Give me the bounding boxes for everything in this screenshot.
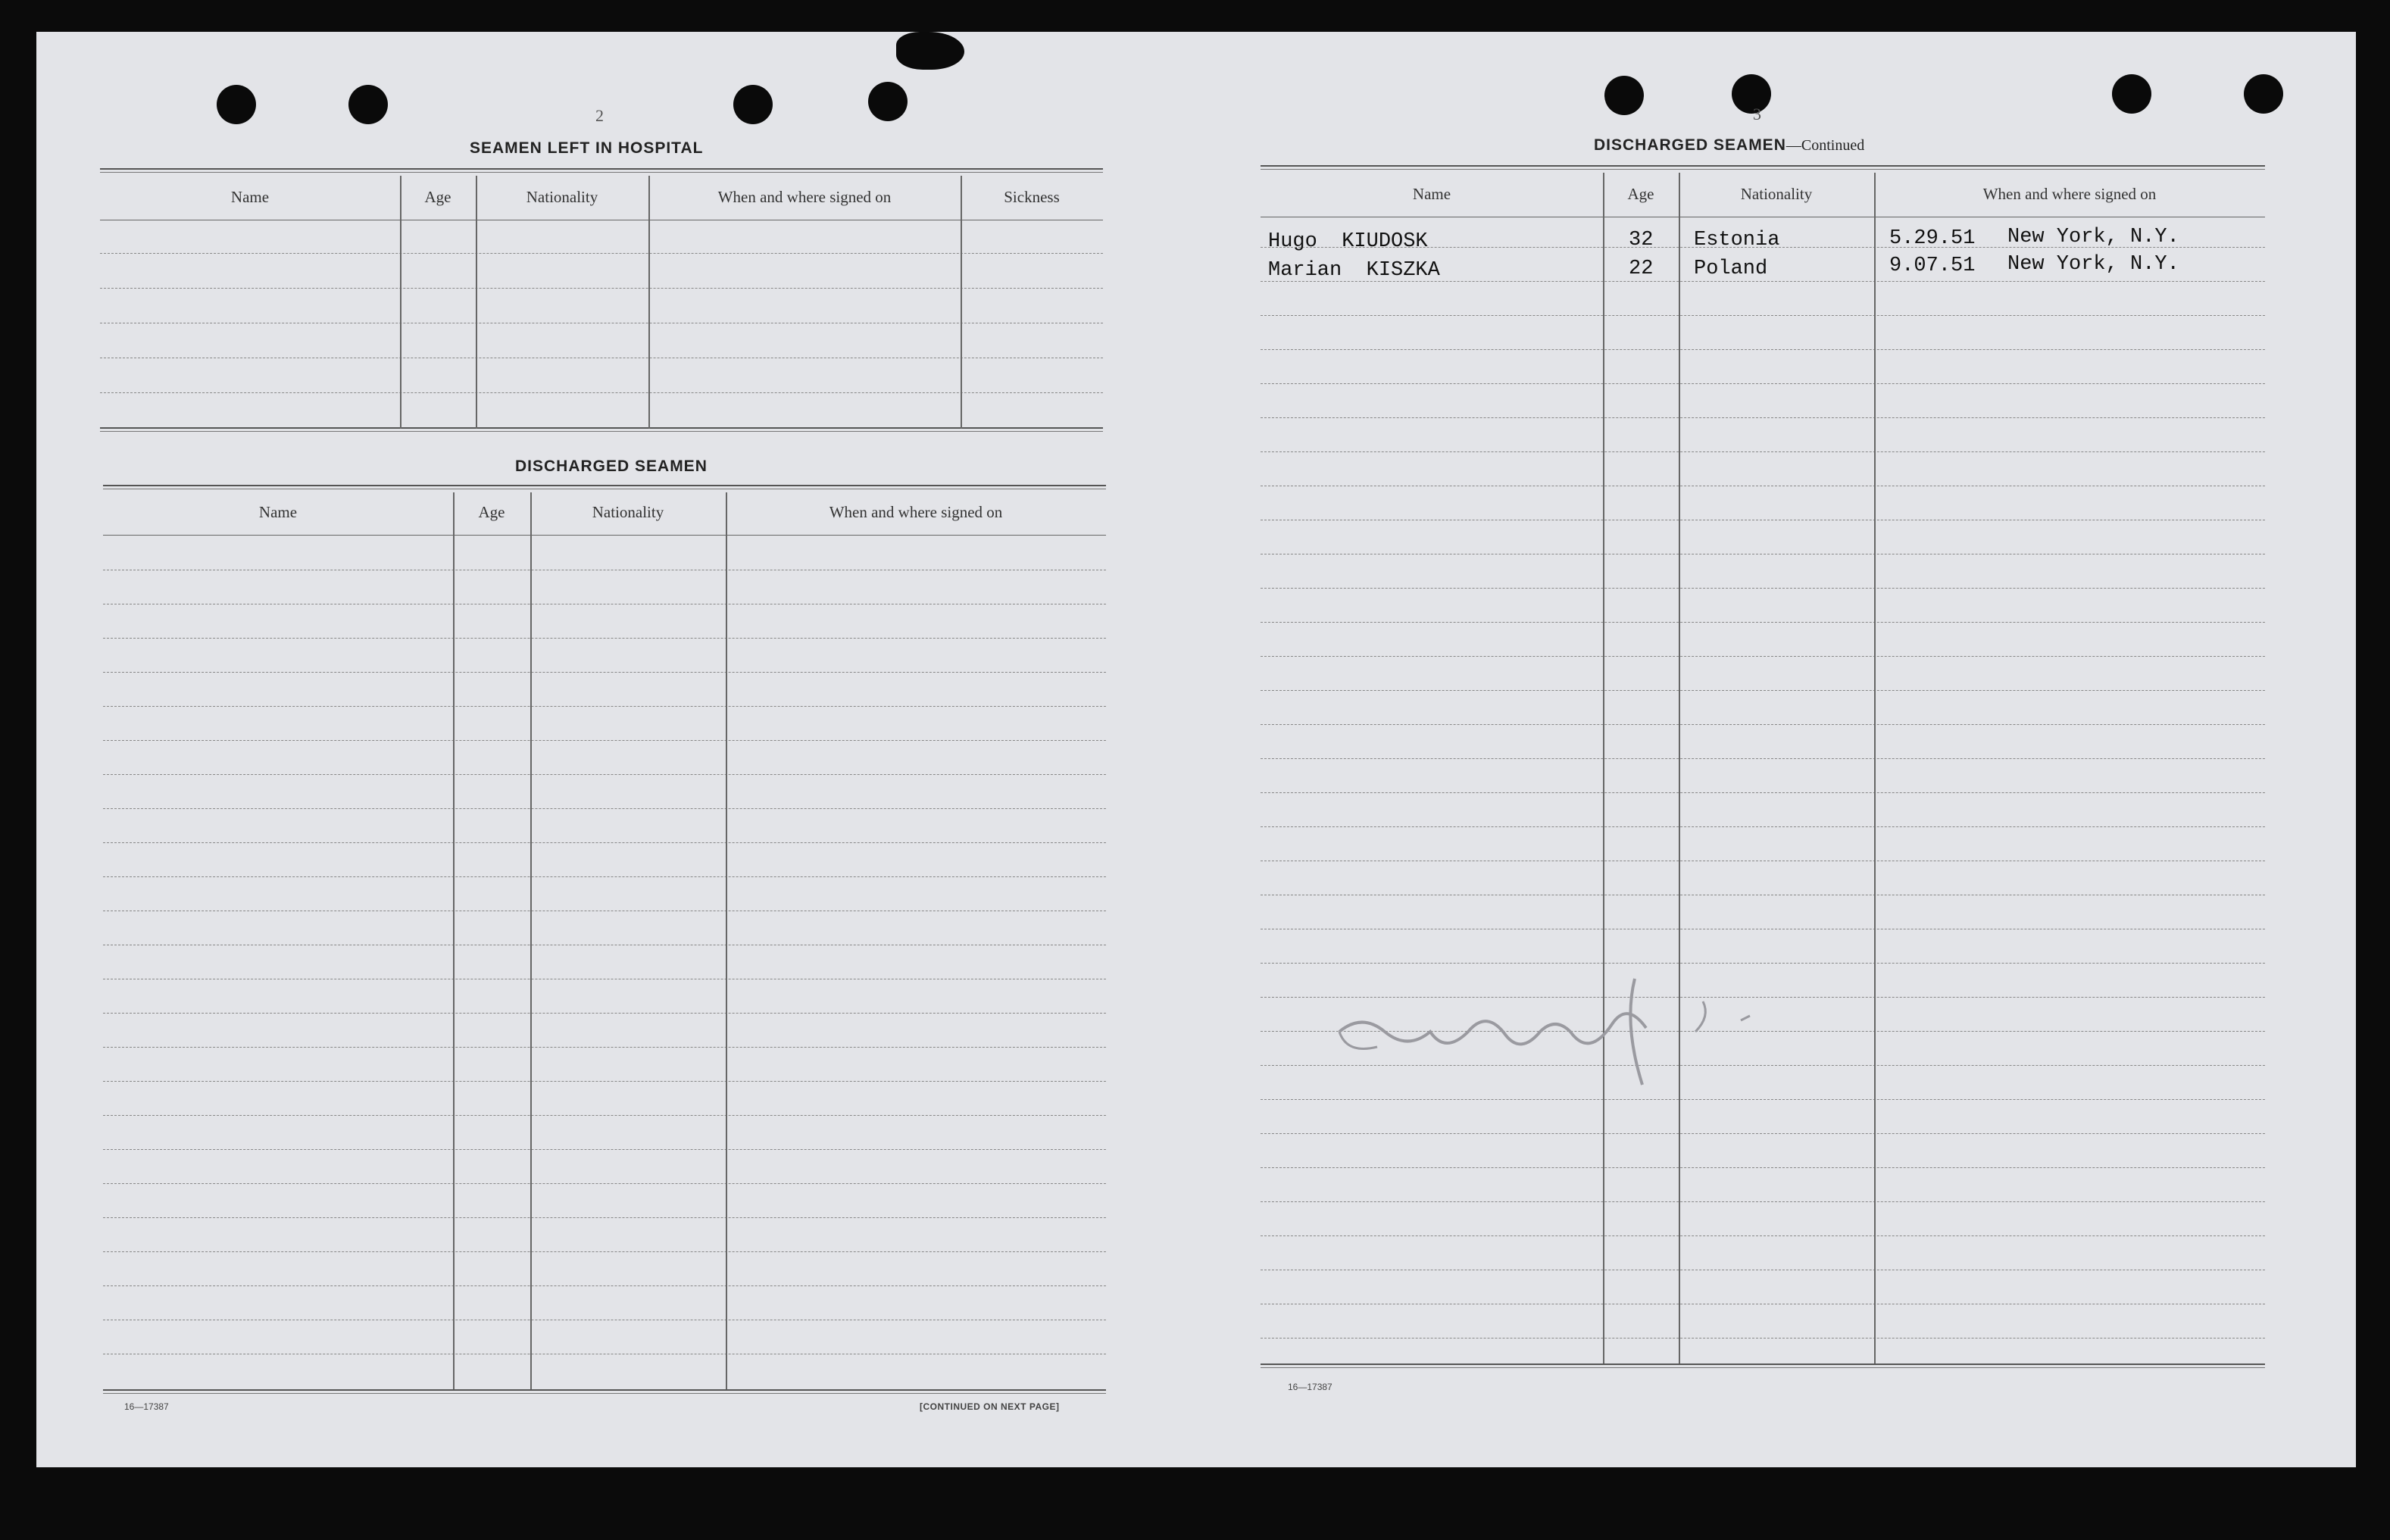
- discharged-col-age: Age: [478, 503, 505, 521]
- punch-hole: [733, 85, 773, 124]
- ruled-line: [103, 1251, 1106, 1252]
- ruled-line: [103, 706, 1106, 707]
- discharged-table-top: [103, 485, 1106, 489]
- ruled-line: [103, 876, 1106, 877]
- row-1-date: 5.29.51: [1889, 227, 1976, 250]
- ruled-line: [103, 1047, 1106, 1048]
- row-2-date: 9.07.51: [1889, 255, 1976, 277]
- continued-note: [CONTINUED ON NEXT PAGE]: [920, 1401, 1060, 1412]
- row-2-nationality: Poland: [1694, 258, 1768, 280]
- discharged-header-rule: [103, 535, 1106, 536]
- row-1-age: 32: [1629, 229, 1654, 251]
- ruled-line: [1261, 383, 2265, 384]
- ruled-line: [1261, 758, 2265, 759]
- hospital-col-signed-on: When and where signed on: [717, 188, 892, 206]
- ruled-line: [1261, 1167, 2265, 1168]
- discharged-col-nationality: Nationality: [592, 503, 664, 521]
- right-table-bottom: [1261, 1364, 2265, 1368]
- ruled-line: [103, 1013, 1106, 1014]
- ruled-line: [1261, 1338, 2265, 1339]
- right-col-age: Age: [1627, 185, 1654, 203]
- ruled-line: [1261, 1201, 2265, 1202]
- ruled-line: [103, 638, 1106, 639]
- discharged-col-signed-on: When and where signed on: [829, 503, 1003, 521]
- ruled-line: [103, 1285, 1106, 1286]
- title-main: DISCHARGED SEAMEN: [1594, 136, 1786, 154]
- form-number-right: 16—17387: [1288, 1382, 1332, 1392]
- ruled-line: [1261, 1235, 2265, 1236]
- ruled-line: [103, 774, 1106, 775]
- form-number-left: 16—17387: [124, 1401, 169, 1412]
- ruled-line: [103, 842, 1106, 843]
- ruled-line: [103, 1183, 1106, 1184]
- ruled-line: [1261, 792, 2265, 793]
- hospital-col-nationality: Nationality: [526, 188, 598, 206]
- row-2-age: 22: [1629, 258, 1654, 280]
- hospital-col-sickness: Sickness: [1004, 188, 1060, 206]
- row-1-name: Hugo KIUDOSK: [1268, 230, 1428, 253]
- ruled-line: [1261, 622, 2265, 623]
- right-col-name: Name: [1412, 185, 1451, 203]
- discharged-table-bottom: [103, 1389, 1106, 1394]
- discharged-col-name: Name: [258, 503, 298, 521]
- row-1-place: New York, N.Y.: [2007, 226, 2179, 248]
- punch-hole: [1604, 76, 1644, 115]
- hospital-col-age: Age: [424, 188, 451, 206]
- hospital-table-top: [100, 168, 1103, 173]
- ruled-line: [103, 1217, 1106, 1218]
- hospital-section-title: SEAMEN LEFT IN HOSPITAL: [470, 139, 704, 157]
- row-1-nationality: Estonia: [1694, 229, 1780, 251]
- hospital-table-bottom: [100, 427, 1103, 432]
- discharged-section-title: DISCHARGED SEAMEN: [515, 458, 708, 475]
- ruled-line: [1261, 349, 2265, 350]
- right-col-signed-on: When and where signed on: [1982, 185, 2157, 203]
- punch-hole: [1732, 74, 1771, 114]
- punch-hole: [868, 82, 908, 121]
- ruled-line: [103, 740, 1106, 741]
- punch-hole: [2244, 74, 2283, 114]
- ruled-line: [1261, 588, 2265, 589]
- punch-hole: [217, 85, 256, 124]
- ruled-line: [103, 1081, 1106, 1082]
- ruled-line: [1261, 417, 2265, 418]
- hospital-col-name: Name: [230, 188, 270, 206]
- ruled-line: [1261, 826, 2265, 827]
- document-sheet: [36, 32, 2356, 1467]
- page-number-right: 3: [1753, 105, 1761, 123]
- ruled-line: [103, 1115, 1106, 1116]
- ruled-line: [103, 808, 1106, 809]
- punch-hole: [2112, 74, 2151, 114]
- ruled-line: [1261, 1133, 2265, 1134]
- bleed-through-signature: [1309, 948, 1779, 1100]
- torn-edge: [896, 32, 964, 70]
- right-col-nationality: Nationality: [1740, 185, 1813, 203]
- page-number-left: 2: [595, 106, 604, 125]
- discharged-continued-title: [1594, 136, 1864, 155]
- ruled-line: [1261, 315, 2265, 316]
- ruled-line: [103, 1149, 1106, 1150]
- row-2-name: Marian KISZKA: [1268, 259, 1440, 282]
- ruled-line: [1261, 724, 2265, 725]
- ruled-line: [1261, 656, 2265, 657]
- right-table-top: [1261, 165, 2265, 170]
- ruled-line: [1261, 451, 2265, 452]
- ruled-line: [103, 672, 1106, 673]
- punch-hole: [348, 85, 388, 124]
- row-2-place: New York, N.Y.: [2007, 253, 2179, 276]
- ruled-line: [1261, 690, 2265, 691]
- title-continued: —Continued: [1785, 137, 1865, 154]
